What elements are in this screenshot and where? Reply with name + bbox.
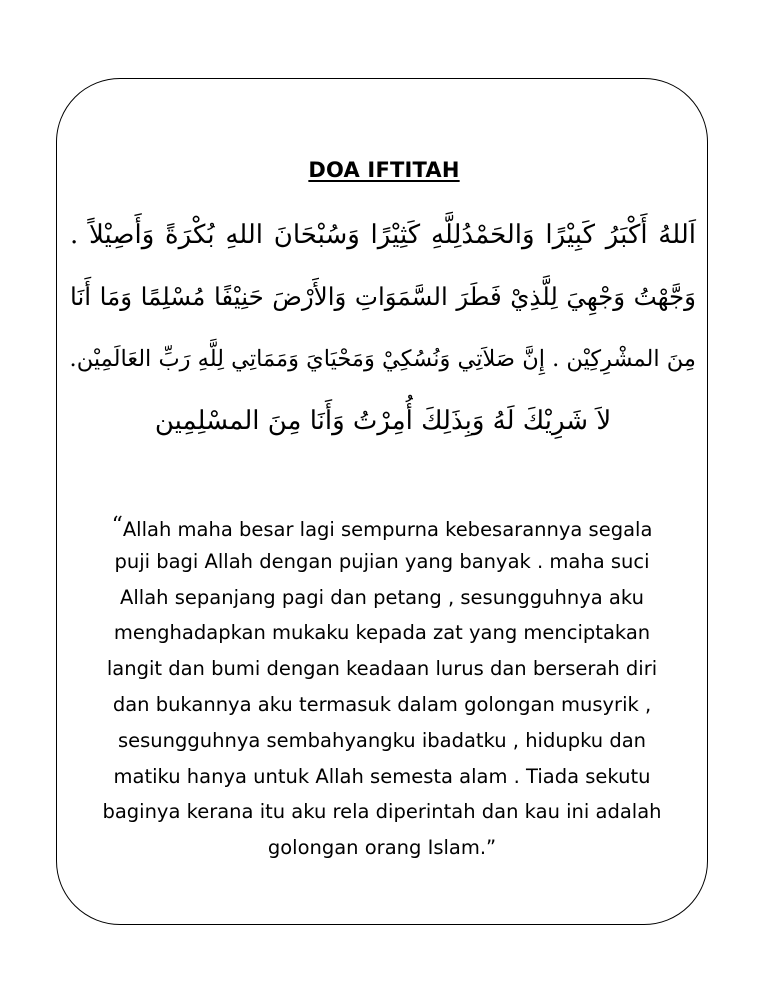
opening-quote-mark: “ — [111, 513, 123, 538]
arabic-text — [70, 204, 696, 452]
arabic-line: مِنَ المشْرِكِيْن . إِنَّ صَلاَتِي وَنُسُكِيْ وَمَحْيَايَ وَمَمَاتِي لِلَّهِ رَبِّ العَالَمِيْن. — [69, 346, 696, 372]
translation-line: golongan orang Islam.” — [267, 836, 497, 860]
arabic-line: اَللهُ أَكْبَرُ كَبِيْرًا وَالحَمْدُلِلَّهِ كَثِيْرًا وَسُبْحَانَ اللهِ بُكْرَةً وَأَصِيْلاً . — [70, 220, 696, 250]
translation-text — [76, 508, 688, 866]
translation-line: langit dan bumi dengan keadaan lurus dan berserah diri — [106, 657, 658, 681]
translation-line: sesungguhnya sembahyangku ibadatku , hidupku dan — [117, 728, 647, 752]
translation-line: puji bagi Allah dengan pujian yang banyak . maha suci — [114, 549, 650, 573]
translation-line — [76, 508, 688, 544]
arabic-line: لاَ شَرِيْكَ لَهُ وَبِذَلِكَ أُمِرْتُ وَأَنَا مِنَ المسْلِمِين — [154, 406, 612, 436]
translation-line-text: Allah maha besar lagi sempurna kebesarannya segala — [122, 518, 653, 541]
arabic-line: وَجَّهْتُ وَجْهِيَ لِلَّذِيْ فَطَرَ السَّمَوَاتِ وَالأَرْضَ حَنِيْفًا مُسْلِمًا وَمَا أَنَا — [70, 282, 696, 311]
page-title: DOA IFTITAH — [308, 158, 460, 182]
translation-line: menghadapkan mukaku kepada zat yang menciptakan — [113, 621, 651, 645]
translation-line: Allah sepanjang pagi dan petang , sesungguhnya aku — [120, 585, 644, 609]
translation-line: dan bukannya aku termasuk dalam golongan musyrik , — [112, 692, 652, 716]
translation-line: baginya kerana itu aku rela diperintah dan kau ini adalah — [102, 800, 662, 824]
translation-line: matiku hanya untuk Allah semesta alam . Tiada sekutu — [113, 764, 651, 788]
